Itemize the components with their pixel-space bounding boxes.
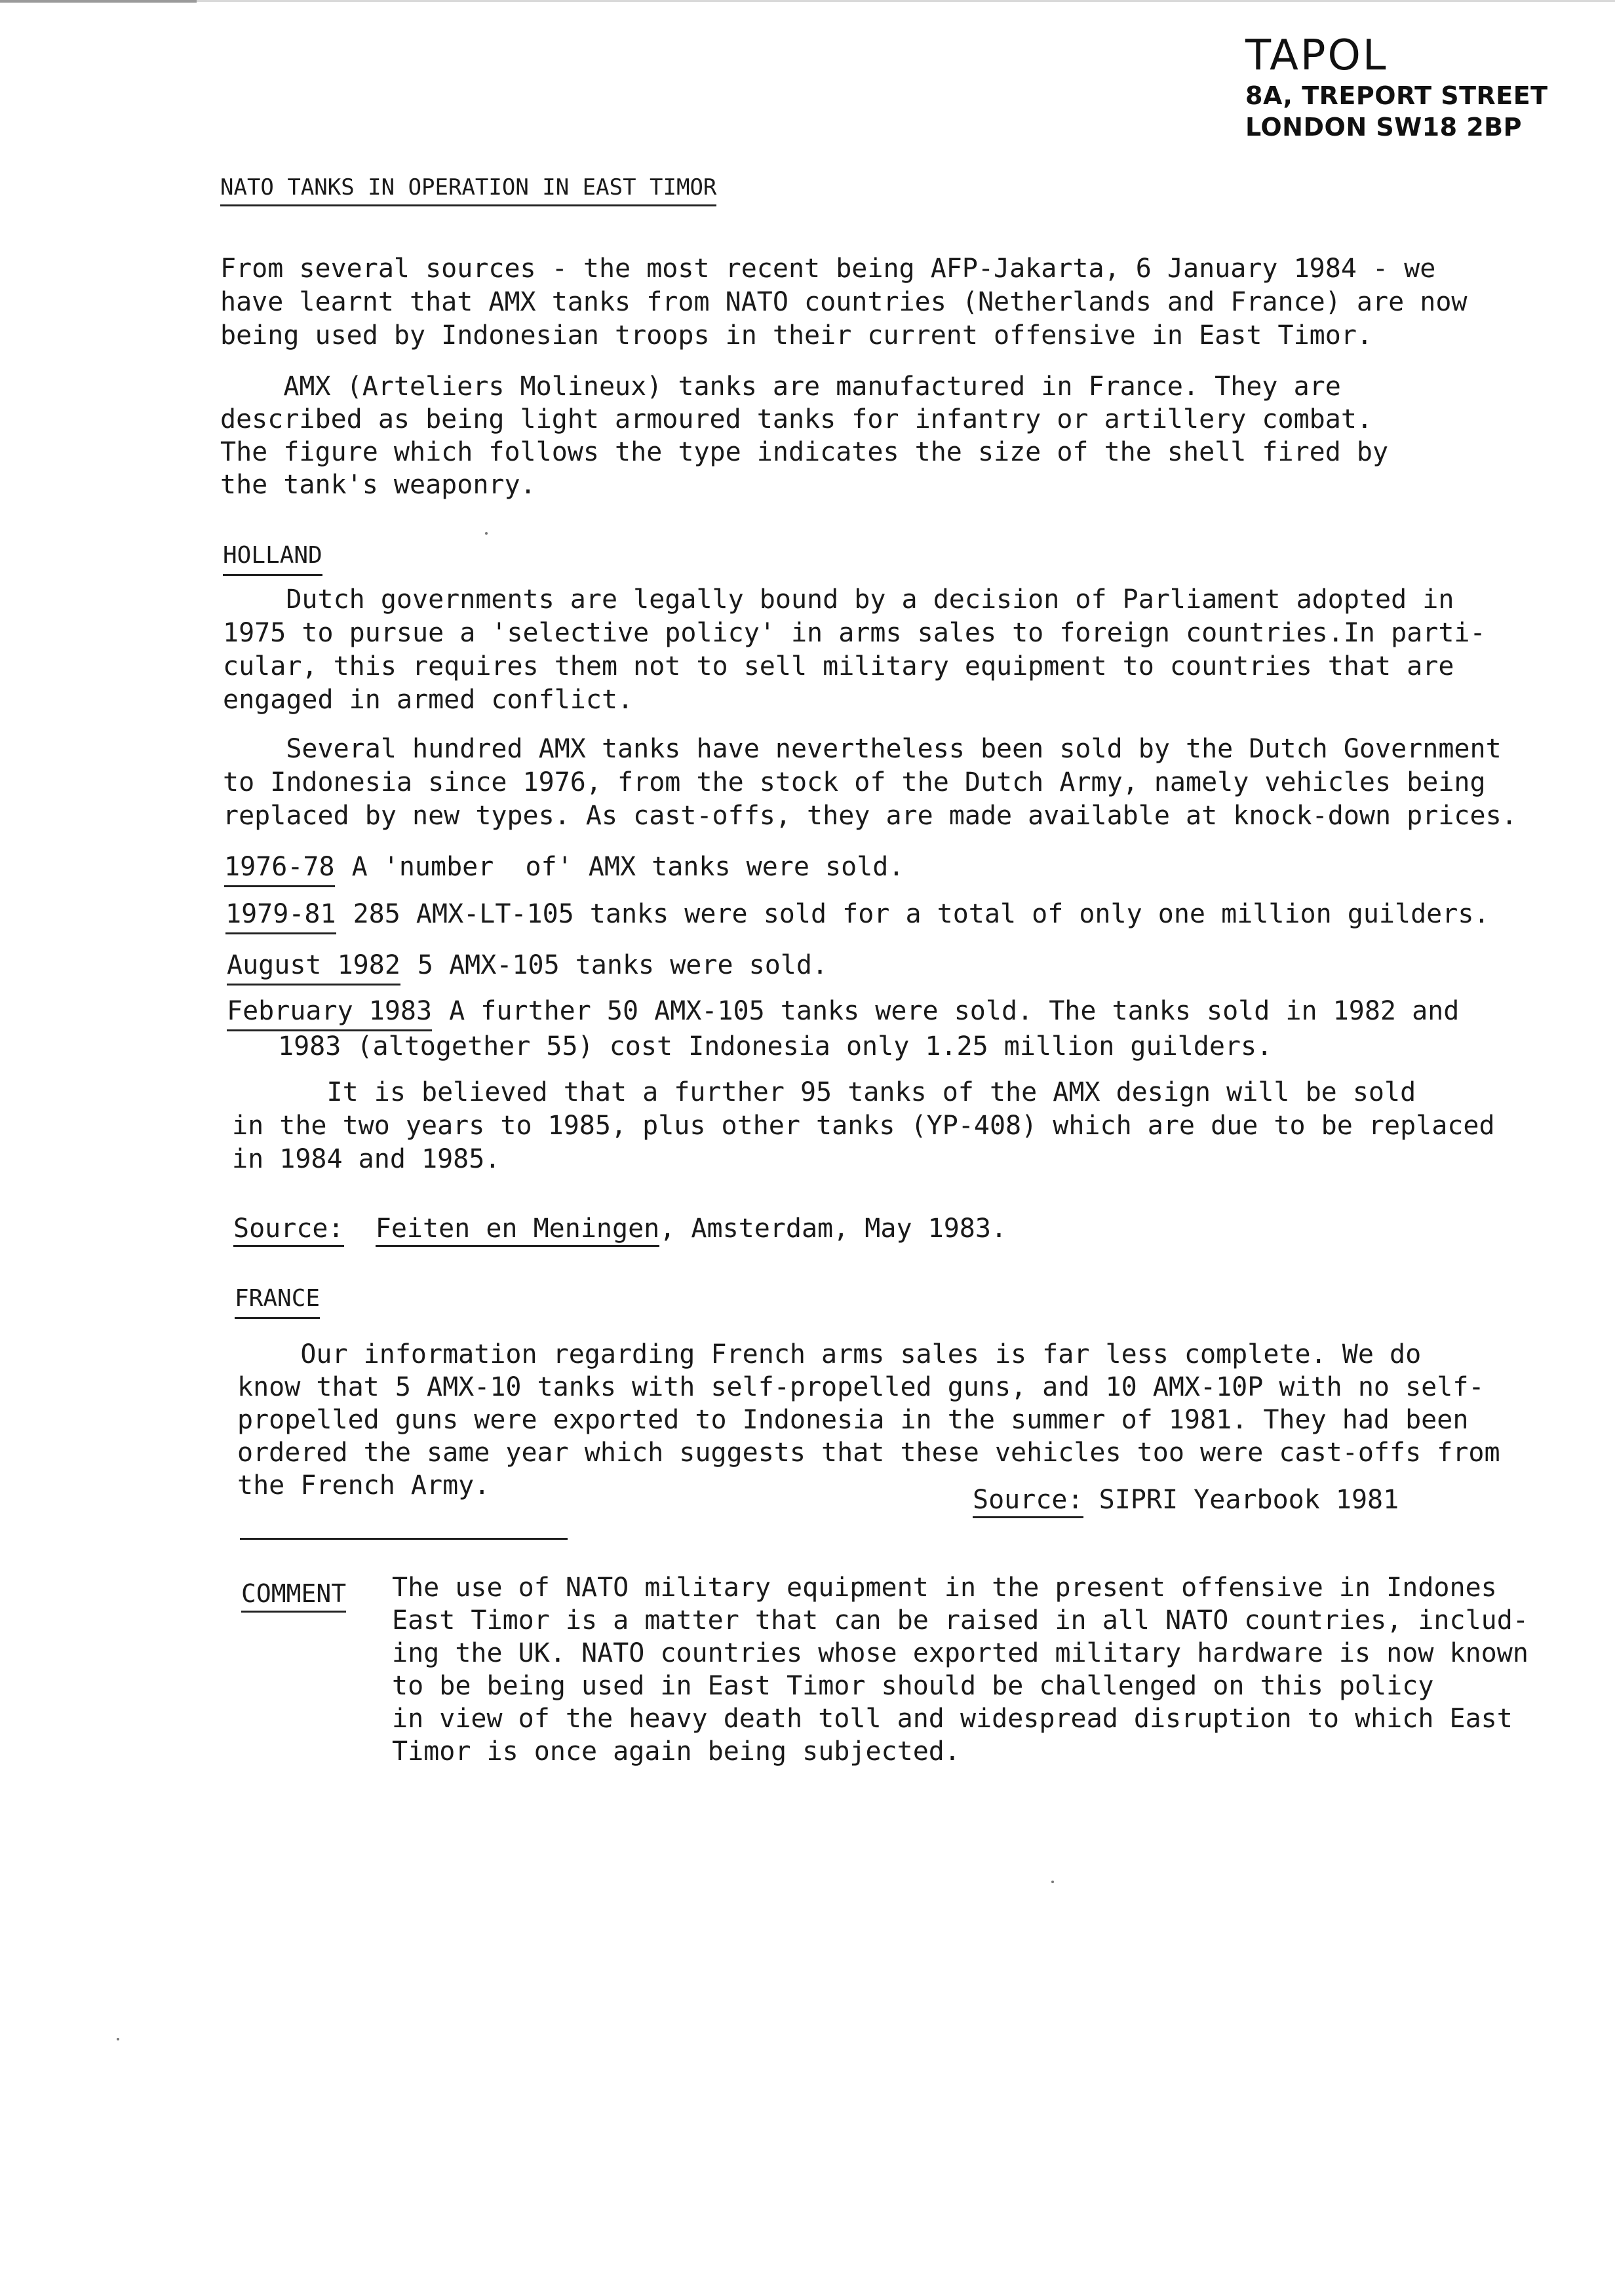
sale-text: 285 AMX-LT-105 tanks were sold for a total of only one million guilders.: [353, 899, 1490, 929]
sale-text: 5 AMX-105 tanks were sold.: [417, 950, 828, 980]
text-line: East Timor is a matter that can be raised in all NATO countries, includ-: [392, 1605, 1528, 1636]
scan-speck: [485, 532, 488, 535]
holland-paragraph-1: [223, 583, 1486, 717]
letterhead-name: TAPOL: [1245, 31, 1388, 80]
text-line: The use of NATO military equipment in the present offensive in Indones: [392, 1573, 1497, 1603]
text-line: the tank's weaponry.: [220, 470, 536, 500]
sale-text: A 'number of' AMX tanks were sold.: [351, 852, 905, 882]
sale-text: A further 50 AMX-105 tanks were sold. The tanks sold in 1982 and: [449, 996, 1460, 1026]
text-line: cular, this requires them not to sell military equipment to countries that are: [223, 651, 1454, 681]
text-line: in 1984 and 1985.: [232, 1144, 501, 1174]
sale-date: 1976-78: [224, 851, 335, 887]
text-line: in view of the heavy death toll and widespread disruption to which East: [392, 1704, 1513, 1734]
text-line: to be being used in East Timor should be challenged on this policy: [392, 1671, 1434, 1701]
text-line: described as being light armoured tanks for infantry or artillery combat.: [220, 404, 1372, 434]
text-line: the French Army.: [237, 1470, 490, 1501]
text-line: Timor is once again being subjected.: [392, 1736, 960, 1767]
text-line: It is believed that a further 95 tanks of the AMX design will be sold: [232, 1077, 1416, 1107]
text-line: AMX (Arteliers Molineux) tanks are manufactured in France. They are: [220, 372, 1341, 402]
france-source: [973, 1483, 1399, 1517]
text-line: The figure which follows the type indicates the size of the shell fired by: [220, 437, 1389, 467]
text-line: know that 5 AMX-10 tanks with self-propelled guns, and 10 AMX-10P with no self-: [237, 1372, 1485, 1402]
text-line: in the two years to 1985, plus other tanks (YP-408) which are due to be replaced: [232, 1111, 1495, 1141]
text-line: being used by Indonesian troops in their current offensive in East Timor.: [220, 320, 1372, 351]
top-edge-line: [0, 0, 1615, 2]
comment-label: COMMENT: [241, 1578, 346, 1613]
section-heading-holland: HOLLAND: [223, 541, 322, 576]
letterhead: [1245, 31, 1548, 143]
sale-date: 1979-81: [225, 898, 336, 934]
source-label: Source:: [233, 1214, 344, 1247]
scan-speck: [1051, 1881, 1054, 1883]
sale-entry: [225, 898, 1489, 934]
top-edge-mark: [0, 0, 197, 3]
separator-rule: [240, 1538, 568, 1540]
source-details: SIPRI Yearbook 1981: [1083, 1485, 1399, 1515]
text-line: to Indonesia since 1976, from the stock of the Dutch Army, namely vehicles being: [223, 767, 1486, 797]
text-line: From several sources - the most recent being AFP-Jakarta, 6 January 1984 - we: [220, 254, 1436, 284]
sale-date: February 1983: [227, 995, 432, 1031]
source-label: Source:: [973, 1485, 1083, 1518]
holland-paragraph-2: [223, 733, 1517, 833]
holland-paragraph-3: [232, 1076, 1495, 1176]
text-line: engaged in armed conflict.: [223, 685, 634, 715]
holland-source: [233, 1212, 1007, 1246]
section-heading-france: FRANCE: [235, 1284, 320, 1319]
text-line: Dutch governments are legally bound by a decision of Parliament adopted in: [223, 584, 1454, 615]
text-line: Our information regarding French arms sales is far less complete. We do: [237, 1339, 1422, 1369]
text-line: ing the UK. NATO countries whose exported military hardware is now known: [392, 1638, 1528, 1668]
amx-paragraph: [220, 370, 1388, 501]
document-title: NATO TANKS IN OPERATION IN EAST TIMOR: [220, 173, 716, 206]
sale-entry: [224, 851, 904, 887]
sale-date: August 1982: [227, 949, 400, 985]
intro-paragraph: [220, 252, 1467, 353]
source-publication: Feiten en Meningen: [376, 1214, 659, 1247]
source-details: , Amsterdam, May 1983.: [659, 1214, 1007, 1244]
sale-entry-continuation: 1983 (altogether 55) cost Indonesia only 1.25 million guilders.: [278, 1031, 1273, 1062]
letterhead-address-line1: 8A, TREPORT STREET: [1245, 81, 1548, 110]
text-line: 1975 to pursue a 'selective policy' in arms sales to foreign countries.In parti-: [223, 618, 1486, 648]
letterhead-address-line2: LONDON SW18 2BP: [1245, 113, 1522, 142]
text-line: Several hundred AMX tanks have nevertheless been sold by the Dutch Government: [223, 734, 1502, 764]
text-line: propelled guns were exported to Indonesia in the summer of 1981. They had been: [237, 1405, 1469, 1435]
text-line: replaced by new types. As cast-offs, they are made available at knock-down prices.: [223, 801, 1517, 831]
text-line: have learnt that AMX tanks from NATO countries (Netherlands and France) are now: [220, 287, 1468, 317]
comment-paragraph: [392, 1571, 1528, 1768]
scan-speck: [117, 2038, 119, 2040]
sale-entry: [227, 949, 828, 985]
france-paragraph: [237, 1338, 1500, 1502]
sale-entry: [227, 995, 1459, 1031]
text-line: ordered the same year which suggests that these vehicles too were cast-offs from: [237, 1438, 1500, 1468]
